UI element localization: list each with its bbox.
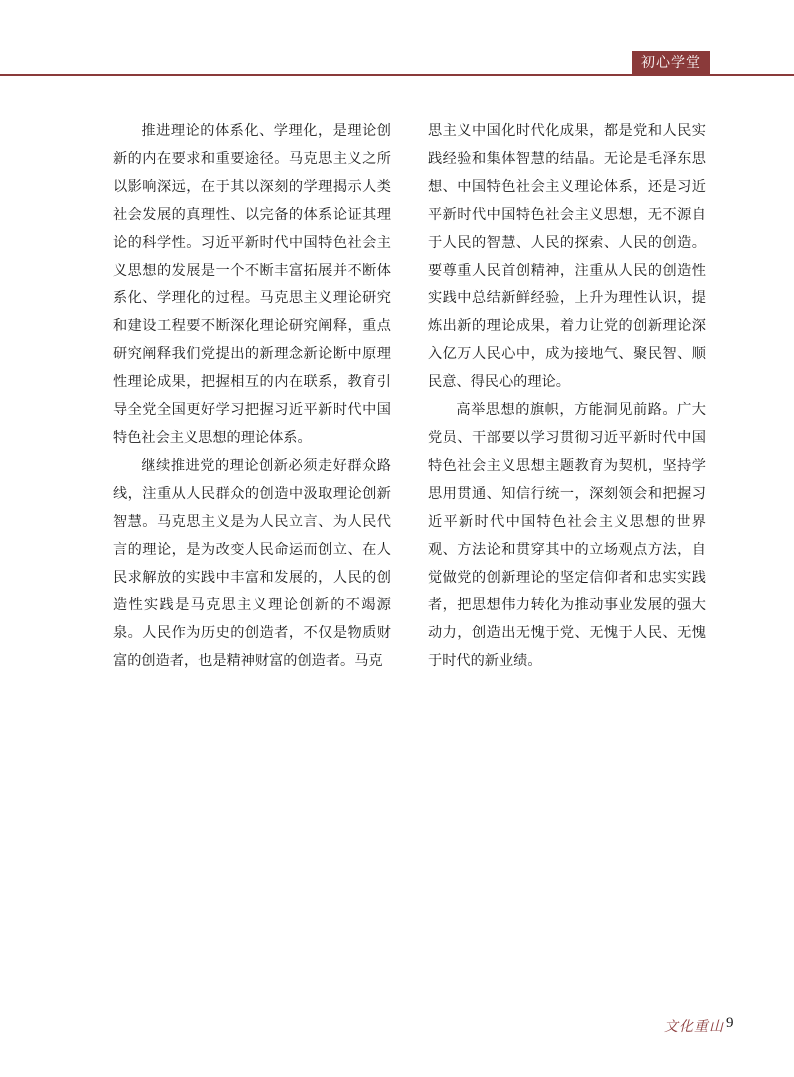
paragraph: 继续推进党的理论创新必须走好群众路线，注重从人民群众的创造中汲取理论创新智慧。马克思主义是为人民立言、为人民代言的理论，是为改变人民命运而创立、在人民求解放的实践中丰富和发展的，人民的创造性实践是马克思主义理论创新的不竭源泉。人民作为历史的创造者，不仅是物质财富的创造者，也是精神财富的创造者。马克 [113,457,391,670]
publication-logo: 文化重山 [664,1019,724,1035]
paragraph-continuation: 思主义中国化时代化成果，都是党和人民实践经验和集体智慧的结晶。无论是毛泽东思想、中国特色社会主义理论体系，还是习近平新时代中国特色社会主义思想，无不源自于人民的智慧、人民的探索、人民的创造。要尊重人民首创精神，注重从人民的创造性实践中总结新鲜经验，上升为理性认识，提炼出新的理论成果，着力让党的创新理论深入亿万人民心中，成为接地气、聚民智、顺民意、得民心的理论。 [428,123,706,391]
page-number: 9 [726,1015,734,1031]
section-label: 初心学堂 [632,51,710,76]
paragraph: 推进理论的体系化、学理化，是理论创新的内在要求和重要途径。马克思主义之所以影响深远，在于其以深刻的学理揭示人类社会发展的真理性、以完备的体系论证其理论的科学性。习近平新时代中国特色社会主义思想的发展是一个不断丰富拓展并不断体系化、学理化的过程。马克思主义理论研究和建设工程要不断深化理论研究阐释，重点研究阐释我们党提出的新理念新论断中原理性理论成果，把握相互的内在联系，教育引导全党全国更好学习把握习近平新时代中国特色社会主义思想的理论体系。 [113,123,391,446]
right-column [428,118,706,676]
paragraph: 高举思想的旗帜，方能洞见前路。广大党员、干部要以学习贯彻习近平新时代中国特色社会主义思想主题教育为契机，坚持学思用贯通、知信行统一，深刻领会和把握习近平新时代中国特色社会主义思想的世界观、方法论和贯穿其中的立场观点方法，自觉做党的创新理论的坚定信仰者和忠实实践者，把思想伟力转化为推动事业发展的强大动力，创造出无愧于党、无愧于人民、无愧于时代的新业绩。 [428,402,706,670]
left-column [113,118,391,676]
